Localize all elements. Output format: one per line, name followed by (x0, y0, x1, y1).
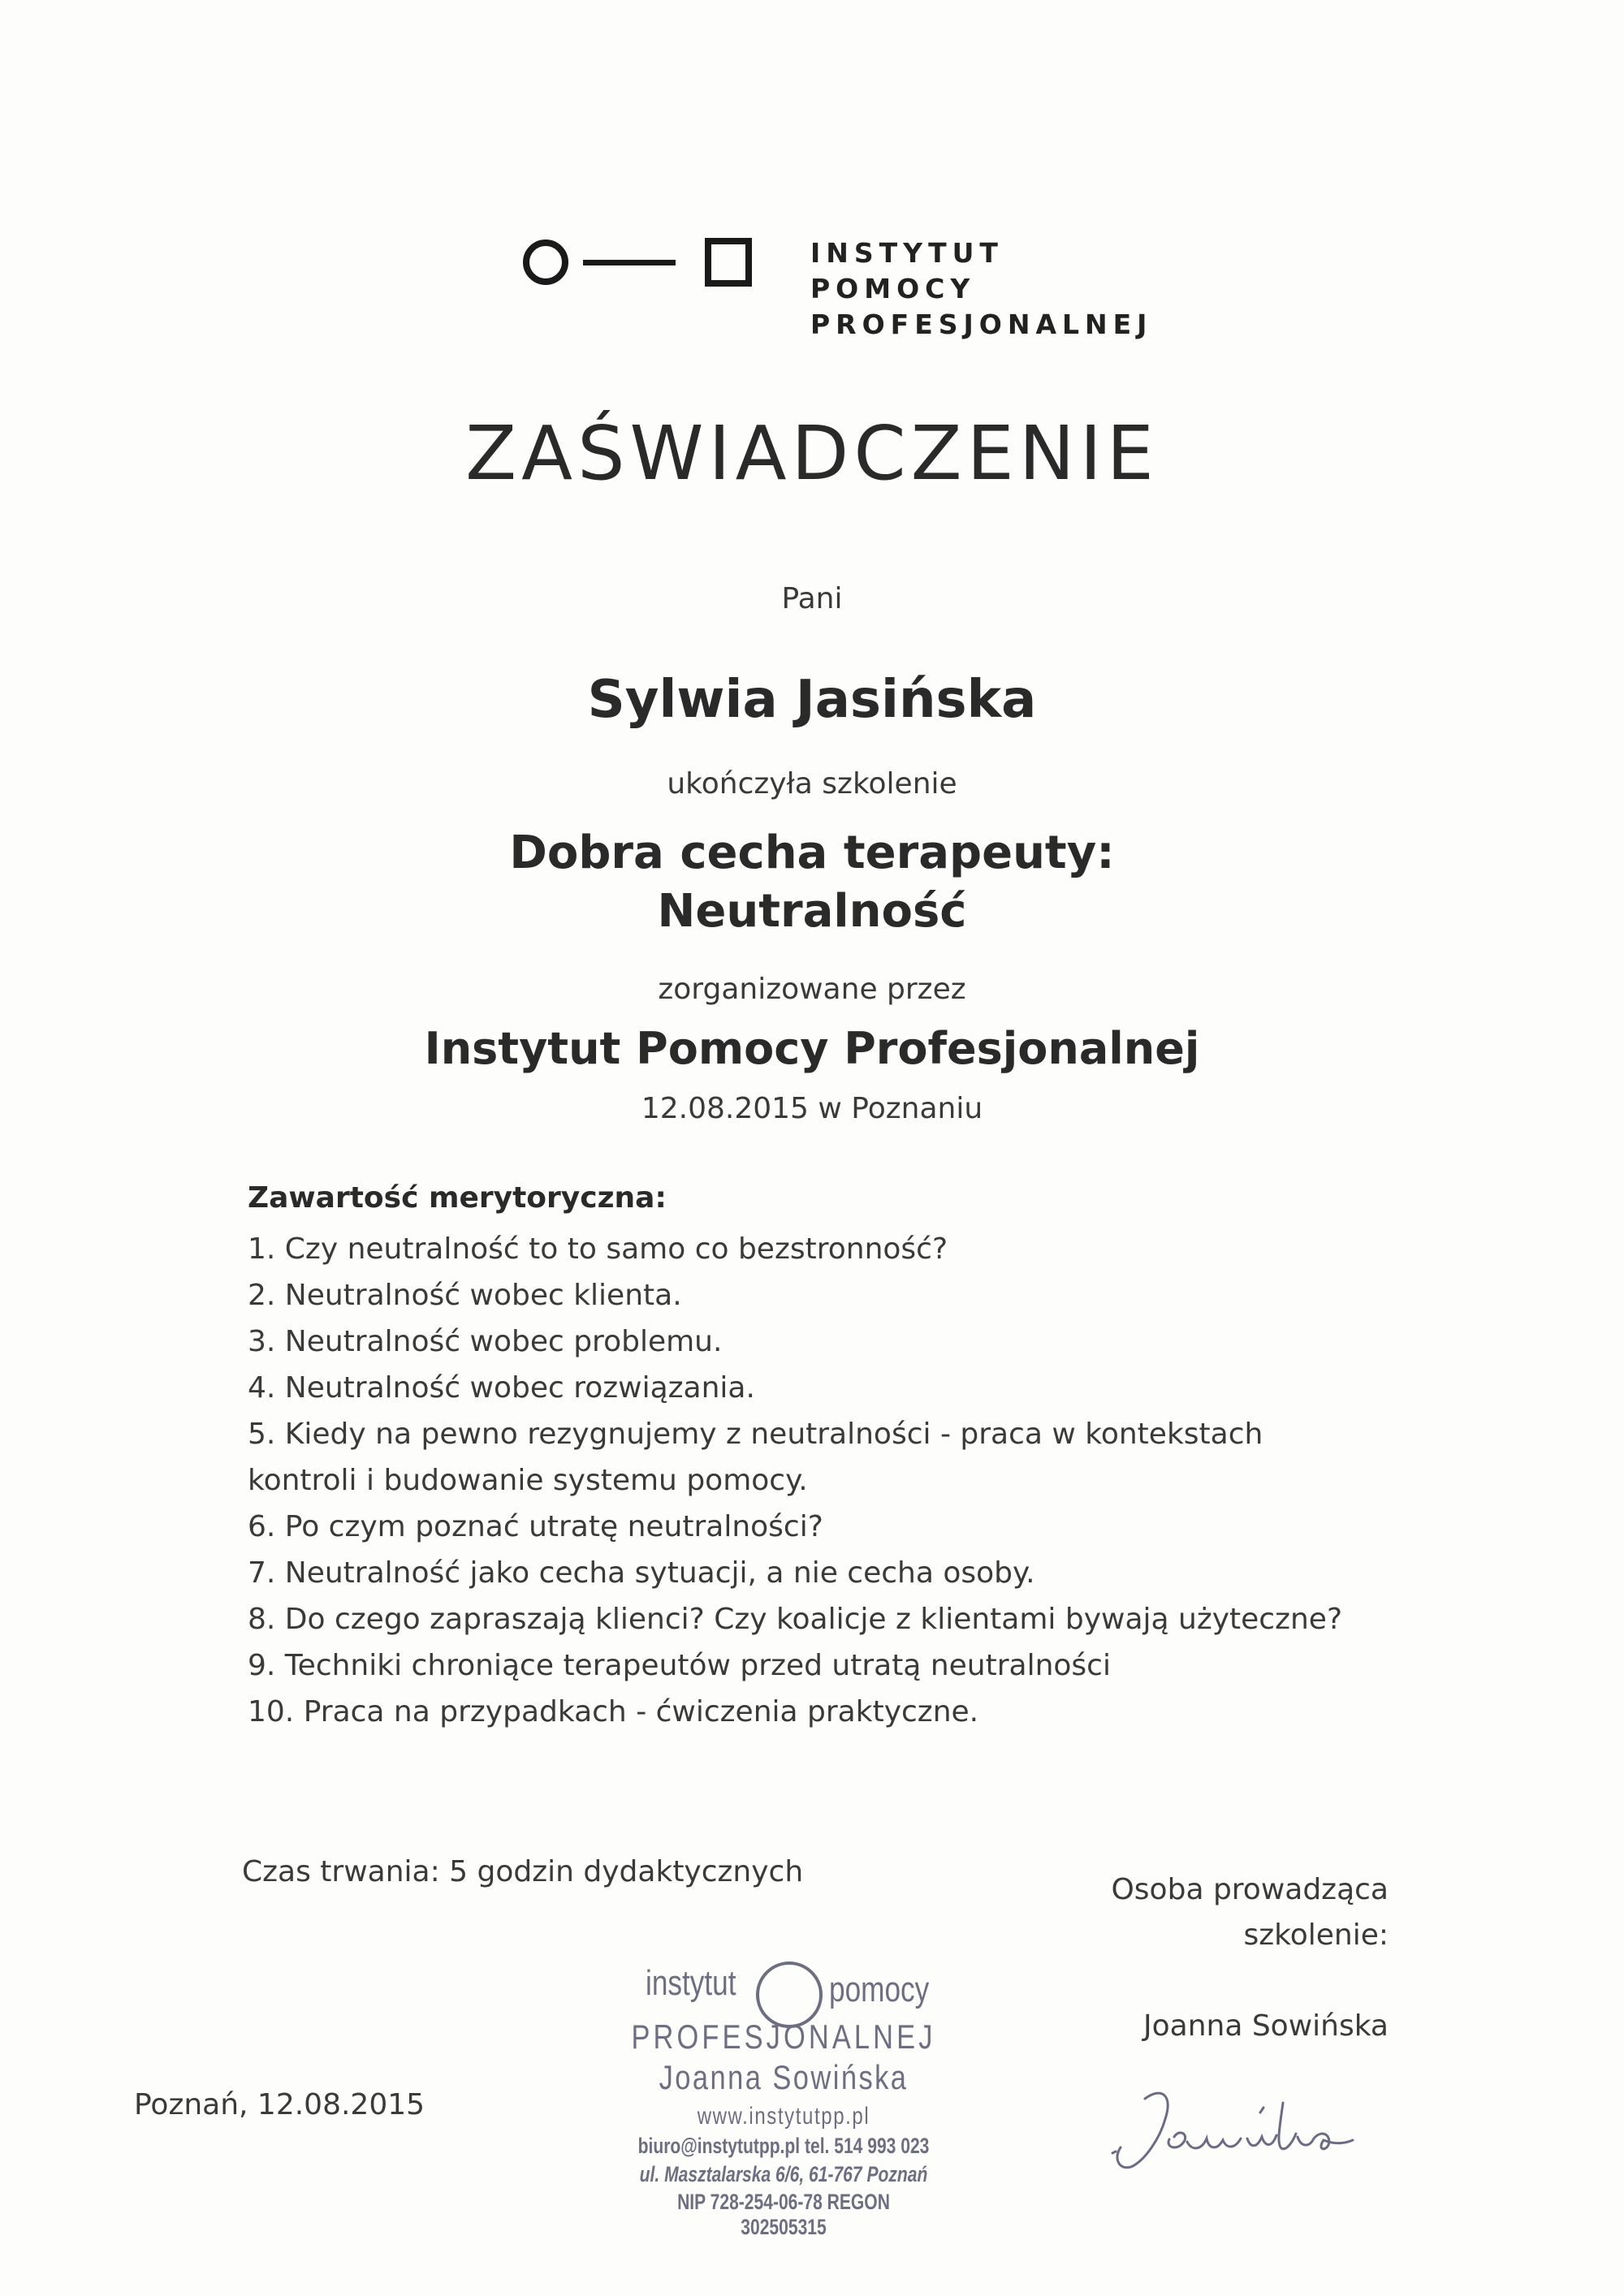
stamp-line-3: Joanna Sowińska (659, 2058, 909, 2096)
list-item: 7. Neutralność jako cecha sytuacji, a nie cecha osoby. (248, 1556, 1035, 1590)
stamp-word-instytut: instytut (646, 1963, 736, 2003)
training-title (0, 824, 1624, 941)
trainer-label-line-2: szkolenie: (1243, 1918, 1389, 1952)
list-item: 1. Czy neutralność to to samo co bezstronność? (248, 1232, 948, 1266)
stamp-line-7: NIP 728-254-06-78 REGON 302505315 (677, 2190, 890, 2239)
stamp-header (597, 1955, 970, 2009)
content-list (248, 1226, 1433, 1735)
list-item: 8. Do czego zapraszają klienci? Czy koalicje z klientami bywają użyteczne? (248, 1603, 1343, 1636)
list-item: 3. Neutralność wobec problemu. (248, 1325, 723, 1358)
stamp-word-pomocy: pomocy (829, 1970, 930, 2009)
logo-line-1: INSTYTUT POMOCY (810, 237, 1004, 304)
list-item: 9. Techniki chroniące terapeutów przed utratą neutralności (248, 1649, 1111, 1682)
stamp-line-6: ul. Masztalarska 6/6, 61-767 Poznań (639, 2162, 928, 2186)
training-title-line-2: Neutralność (657, 885, 967, 938)
trainer-name: Joanna Sowińska (1142, 2009, 1389, 2043)
list-item: 6. Po czym poznać utratę neutralności? (248, 1510, 823, 1543)
circle-line-square-logo-icon (520, 231, 796, 313)
stamp-line-5: biuro@instytutpp.pl tel. 514 993 023 (637, 2134, 930, 2158)
trainer-label-line-1: Osoba prowadząca (1111, 1873, 1389, 1906)
list-item: 10. Praca na przypadkach - ćwiczenia praktyczne. (248, 1695, 979, 1728)
salutation: Pani (781, 582, 843, 615)
logo-text (810, 235, 1152, 343)
institute-logo (520, 231, 1153, 340)
list-item: kontroli i budowanie systemu pomocy. (248, 1464, 808, 1497)
trainer-label (1047, 1867, 1389, 1958)
organizer-name: Instytut Pomocy Profesjonalnej (424, 1023, 1200, 1074)
list-item: 5. Kiedy na pewno rezygnujemy z neutralności - praca w kontekstach (248, 1418, 1263, 1451)
completed-text: ukończyła szkolenie (667, 767, 957, 801)
list-item: 4. Neutralność wobec rozwiązania. (248, 1371, 755, 1405)
organized-by-text: zorganizowane przez (658, 973, 966, 1006)
company-stamp (597, 1940, 970, 2239)
signature-icon (1088, 2070, 1413, 2184)
duration-text: Czas trwania: 5 godzin dydaktycznych (242, 1855, 804, 1888)
content-section (248, 1181, 1433, 1735)
training-title-line-1: Dobra cecha terapeuty: (509, 826, 1115, 879)
content-heading: Zawartość merytoryczna: (248, 1181, 667, 1215)
recipient-name: Sylwia Jasińska (587, 670, 1037, 730)
handwritten-signature (1088, 2070, 1413, 2184)
stamp-line-2: PROFESJONALNEJ (631, 2018, 936, 2056)
document-title: ZAŚWIADCZENIE (465, 410, 1159, 497)
stamp-line-4: www.instytutpp.pl (697, 2103, 870, 2130)
training-date-place: 12.08.2015 w Poznaniu (641, 1092, 983, 1125)
logo-line-2: PROFESJONALNEJ (810, 309, 1153, 340)
list-item: 2. Neutralność wobec klienta. (248, 1279, 682, 1312)
place-date: Poznań, 12.08.2015 (134, 2088, 425, 2121)
